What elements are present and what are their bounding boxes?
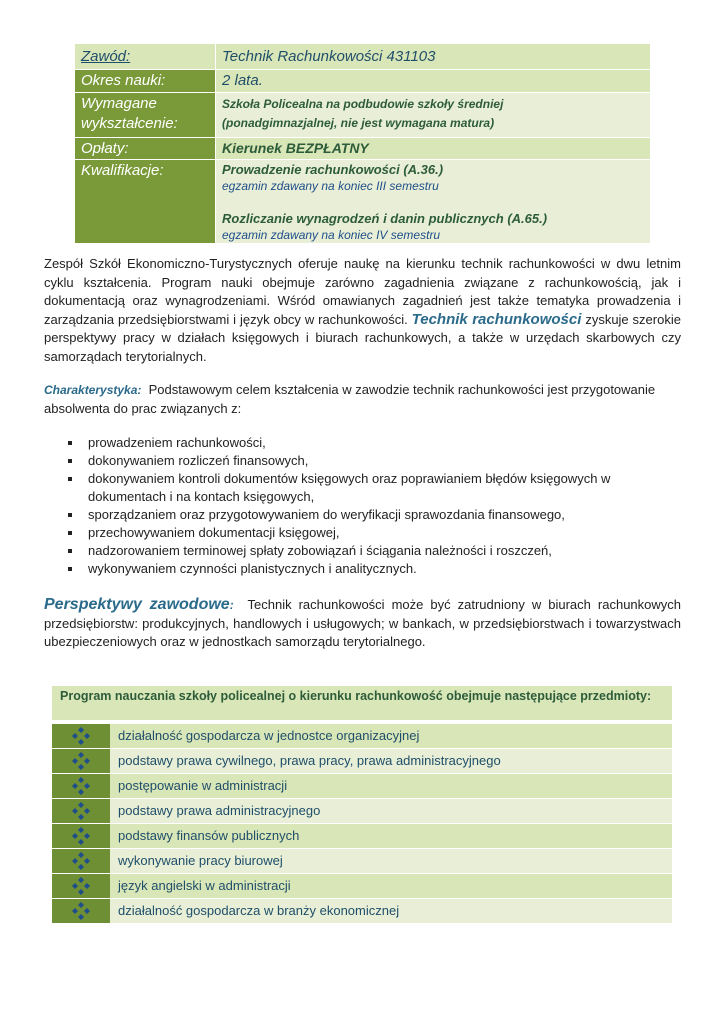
wymagane-label-line1: Wymagane	[81, 95, 157, 112]
intro-text-after: zyskuje szerokie perspektywy pracy w działach księgowych i biurach rachunkowych, a także w urzędach skarbowych czy samorządach terytorialnych.	[44, 311, 681, 364]
qualification-1-exam: egzamin zdawany na koniec III semestru	[222, 179, 439, 193]
zawod-value: Technik Rachunkowości 431103	[216, 44, 651, 70]
program-table	[52, 686, 672, 924]
list-item: prowadzeniem rachunkowości,	[68, 434, 668, 452]
qualification-2-title: Rozliczanie wynagrodzeń i danin publicznych (A.65.)	[222, 211, 548, 226]
intro-text-before: Zespół Szkół Ekonomiczno-Turystycznych oferuje naukę na kierunku technik rachunkowości w dwu letnim cyklu kształcenia. Program nauki obejmuje zarówno zagadnienia związane z rachunkowością, jak i dokumentacją oraz wynagrodzeniami. Wśród omawianych zagadnień jest także tematyka prowadzenia i zarządzania przedsiębiorstwami i język obcy w rachunkowości.	[44, 256, 681, 327]
table-row	[52, 774, 672, 799]
wymagane-label	[75, 93, 216, 138]
table-row	[52, 824, 672, 849]
wymagane-value-line2: (ponadgimnazjalnej, nie jest wymagana matura)	[222, 116, 495, 130]
square-bullet-icon	[68, 513, 72, 517]
square-bullet-icon	[68, 441, 72, 445]
table-row	[52, 849, 672, 874]
info-table	[74, 43, 651, 244]
table-row	[52, 899, 672, 924]
list-item: wykonywaniem czynności planistycznych i analitycznych.	[68, 560, 668, 578]
list-item: dokonywaniem rozliczeń finansowych,	[68, 452, 668, 470]
perspectives-text: Technik rachunkowości może być zatrudniony w biurach rachunkowych przedsiębiorstw: produkcyjnych, handlowych i usługowych; w bankach, w przedsiębiorstwach i towarzystwach ubezpieczeniowych oraz w jednostkach samorządu terytorialnego.	[44, 597, 681, 649]
qualification-1-title: Prowadzenie rachunkowości (A.36.)	[222, 162, 444, 177]
program-title: Program nauczania szkoły policealnej o kierunku rachunkowość obejmuje następujące przedmioty:	[52, 686, 672, 724]
subject-name: wykonywanie pracy biurowej	[110, 849, 672, 873]
perspectives-paragraph: Perspektywy zawodowe: Technik rachunkowości może być zatrudniony w biurach rachunkowych przedsiębiorstw: produkcyjnych, handlowych i usługowych; w bankach, w przedsiębiorstwach i towarzystwach ubezpieczeniowych oraz w jednostkach samorządu terytorialnego.	[44, 596, 681, 649]
square-bullet-icon	[68, 549, 72, 553]
subject-name: działalność gospodarcza w jednostce organizacyjnej	[110, 724, 672, 748]
list-item: nadzorowaniem terminowej spłaty zobowiązań i ściągania należności i roszczeń,	[68, 542, 668, 560]
square-bullet-icon	[68, 477, 72, 481]
subject-name: działalność gospodarcza w branży ekonomicznej	[110, 899, 672, 923]
oplaty-value: Kierunek BEZPŁATNY	[216, 138, 651, 160]
duties-list	[68, 434, 668, 578]
okres-label: Okres nauki:	[75, 70, 216, 93]
diamond-cluster-icon	[52, 799, 110, 823]
zawod-label: Zawód:	[75, 44, 216, 70]
square-bullet-icon	[68, 567, 72, 571]
wymagane-value-line1: Szkoła Policealna na podbudowie szkoły średniej	[222, 97, 504, 111]
wymagane-value	[216, 93, 651, 138]
diamond-cluster-icon	[52, 749, 110, 773]
list-item: przechowywaniem dokumentacji księgowej,	[68, 524, 668, 542]
wymagane-label-line2: wykształcenie:	[81, 115, 178, 132]
perspectives-lead: Perspektywy zawodowe	[44, 596, 230, 613]
subject-name: podstawy prawa administracyjnego	[110, 799, 672, 823]
subject-name: postępowanie w administracji	[110, 774, 672, 798]
table-row	[52, 799, 672, 824]
characteristics-paragraph	[44, 381, 681, 418]
table-row	[52, 874, 672, 899]
kwalifikacje-label: Kwalifikacje:	[75, 160, 216, 244]
square-bullet-icon	[68, 459, 72, 463]
table-row	[52, 724, 672, 749]
characteristics-lead: Charakterystyka:	[44, 383, 142, 397]
diamond-cluster-icon	[52, 899, 110, 923]
okres-value: 2 lata.	[216, 70, 651, 93]
diamond-cluster-icon	[52, 874, 110, 898]
intro-emphasis: Technik rachunkowości	[411, 310, 582, 328]
diamond-cluster-icon	[52, 774, 110, 798]
kwalifikacje-value	[216, 160, 651, 244]
characteristics-text: Podstawowym celem kształcenia w zawodzie technik rachunkowości jest przygotowanie absolwenta do prac związanych z:	[44, 382, 656, 416]
list-item: dokonywaniem kontroli dokumentów księgowych oraz poprawianiem błędów księgowych w dokumentach i na kontach księgowych,	[68, 470, 668, 506]
subject-name: język angielski w administracji	[110, 874, 672, 898]
table-row	[52, 749, 672, 774]
qualification-2-exam: egzamin zdawany na koniec IV semestru	[222, 228, 441, 242]
diamond-cluster-icon	[52, 849, 110, 873]
oplaty-label: Opłaty:	[75, 138, 216, 160]
intro-paragraph	[44, 255, 681, 366]
list-item: sporządzaniem oraz przygotowywaniem do weryfikacji sprawozdania finansowego,	[68, 506, 668, 524]
diamond-cluster-icon	[52, 724, 110, 748]
subject-name: podstawy prawa cywilnego, prawa pracy, prawa administracyjnego	[110, 749, 672, 773]
square-bullet-icon	[68, 531, 72, 535]
diamond-cluster-icon	[52, 824, 110, 848]
subject-name: podstawy finansów publicznych	[110, 824, 672, 848]
